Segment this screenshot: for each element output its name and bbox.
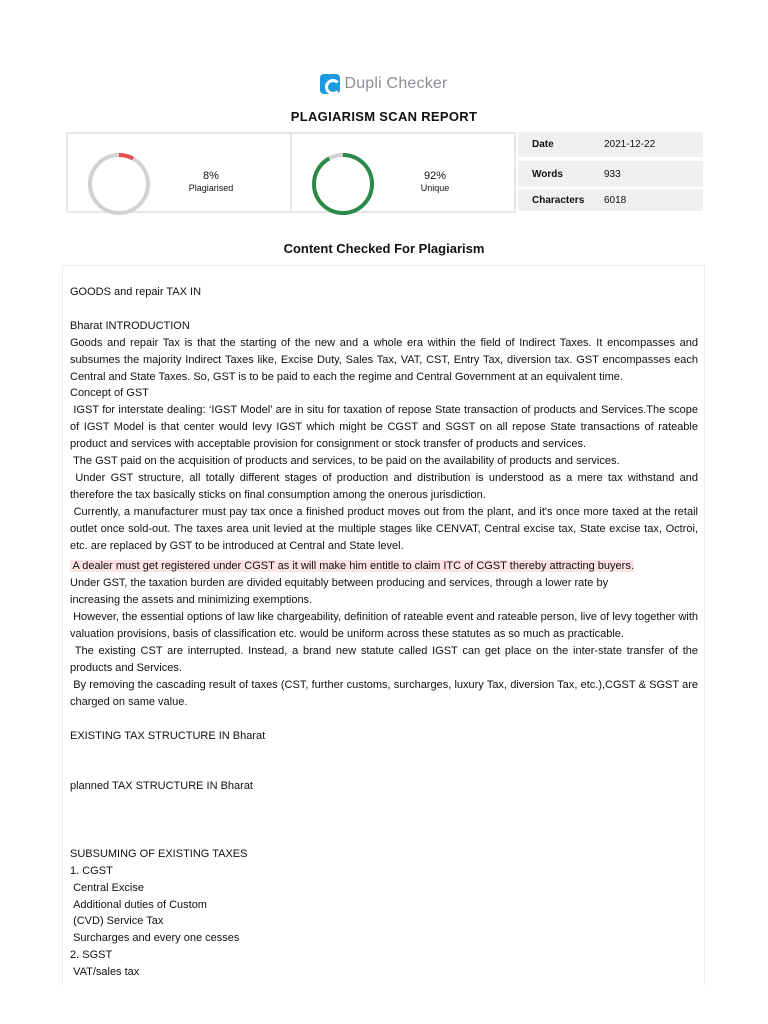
checked-content — [62, 265, 705, 985]
scan-summary — [66, 132, 516, 213]
unique-panel — [290, 134, 514, 211]
content-paragraph: The GST paid on the acquisition of products and services, to be paid on the availability of products and services. — [70, 455, 620, 468]
list-item: (CVD) Service Tax — [70, 915, 164, 928]
plagiarised-ring-chart — [86, 151, 152, 217]
content-heading: Concept of GST — [70, 387, 149, 400]
list-item: 2. SGST — [70, 949, 113, 962]
content-paragraph: Goods and repair Tax is that the starting of the new and a whole era within the field of Indirect Taxes. It encompasses and subsumes the majority Indirect Taxes like, Excise Duty, Sales Tax, VAT, CST, Entry Tax, diversion tax. GST encompasses each Central and State Taxes. So, GST is to be paid to each the regime and Central Government at an equivalent time. — [70, 336, 702, 383]
logo-icon — [320, 74, 340, 94]
content-heading: GOODS and repair TAX IN — [70, 286, 202, 298]
list-item: VAT/sales tax — [70, 966, 140, 979]
plagiarised-metric — [166, 170, 256, 193]
content-section-title: Content Checked For Plagiarism — [283, 241, 485, 256]
list-item: Surcharges and every one cesses — [70, 932, 240, 945]
unique-ring-chart — [310, 151, 376, 217]
list-item: Central Excise — [70, 881, 144, 894]
plagiarised-label: Plagiarised — [188, 183, 234, 193]
list-item: 1. CGST — [70, 864, 113, 877]
content-paragraph: Under GST, the taxation burden are divided equitably between producing and services, through a lower rate by increasing the assets and minimizing exemptions. — [70, 577, 609, 607]
info-row-date — [518, 132, 703, 157]
content-paragraph: IGST for interstate dealing: ‘IGST Model’ are in situ for taxation of repose State transaction of products and Services.The scope of IGST Model is that center would levy IGST which might be CGST and SGST on all repose State transactions of rateable product and services with acceptable provision for consignment or stock transfer of products and services. — [70, 404, 702, 451]
report-title: PLAGIARISM SCAN REPORT — [290, 109, 478, 124]
report-info — [518, 132, 703, 215]
content-paragraph: Under GST structure, all totally different stages of production and distribution is understood as a mere tax withstand and therefore the tax basically sticks on final consumption among the onerous jurisdiction. — [70, 471, 702, 501]
content-paragraph: By removing the cascading result of taxes (CST, further customs, surcharges, luxury Tax, diversion Tax, etc.),CGST & SGST are charged on same value. — [70, 678, 702, 708]
list-item: Additional duties of Custom — [70, 898, 207, 911]
content-heading: SUBSUMING OF EXISTING TAXES — [70, 847, 248, 860]
info-row-words — [518, 161, 703, 187]
plagiarised-ring-track — [90, 155, 148, 213]
plagiarised-panel — [68, 134, 290, 211]
dupli-checker-logo — [0, 74, 768, 94]
content-paragraph: However, the essential options of law like chargeability, definition of rateable event and rateable person, live of levy together with valuation provisions, basis of classification etc. would be uniform across these statutes as so much as practicable. — [70, 611, 702, 641]
info-value: 933 — [604, 168, 621, 180]
content-paragraph: Currently, a manufacturer must pay tax once a finished product moves out from the plant, and it's once more taxed at the retail outlet once sold-out. The taxes area unit levied at the multiple stages like CENVAT, Central excise tax, State excise tax, Octroi, etc. are replaced by GST to be introduced at Central and State level. — [70, 505, 702, 552]
info-value: 2021-12-22 — [604, 139, 656, 150]
content-heading: EXISTING TAX STRUCTURE IN Bharat — [70, 729, 266, 742]
unique-ring-fill — [314, 155, 372, 213]
plagiarised-percent: 8% — [203, 170, 219, 182]
info-key: Date — [532, 139, 554, 150]
unique-metric — [390, 170, 480, 193]
logo-text: Dupli Checker — [344, 75, 448, 92]
content-heading: planned TAX STRUCTURE IN Bharat — [70, 780, 253, 793]
info-value: 6018 — [604, 194, 627, 206]
content-heading: Bharat INTRODUCTION — [70, 319, 190, 332]
info-key: Characters — [532, 194, 585, 206]
unique-label: Unique — [420, 183, 450, 193]
content-paragraph: The existing CST are interrupted. Instead, a brand new statute called IGST can get place on the inter-state transfer of the products and Services. — [70, 645, 702, 674]
info-key: Words — [532, 168, 563, 180]
info-row-characters — [518, 189, 703, 211]
unique-percent: 92% — [423, 170, 447, 182]
plagiarised-highlight: A dealer must get registered under CGST as it will make him entitle to claim ITC of CGST thereby attracting buyers. — [70, 560, 634, 573]
